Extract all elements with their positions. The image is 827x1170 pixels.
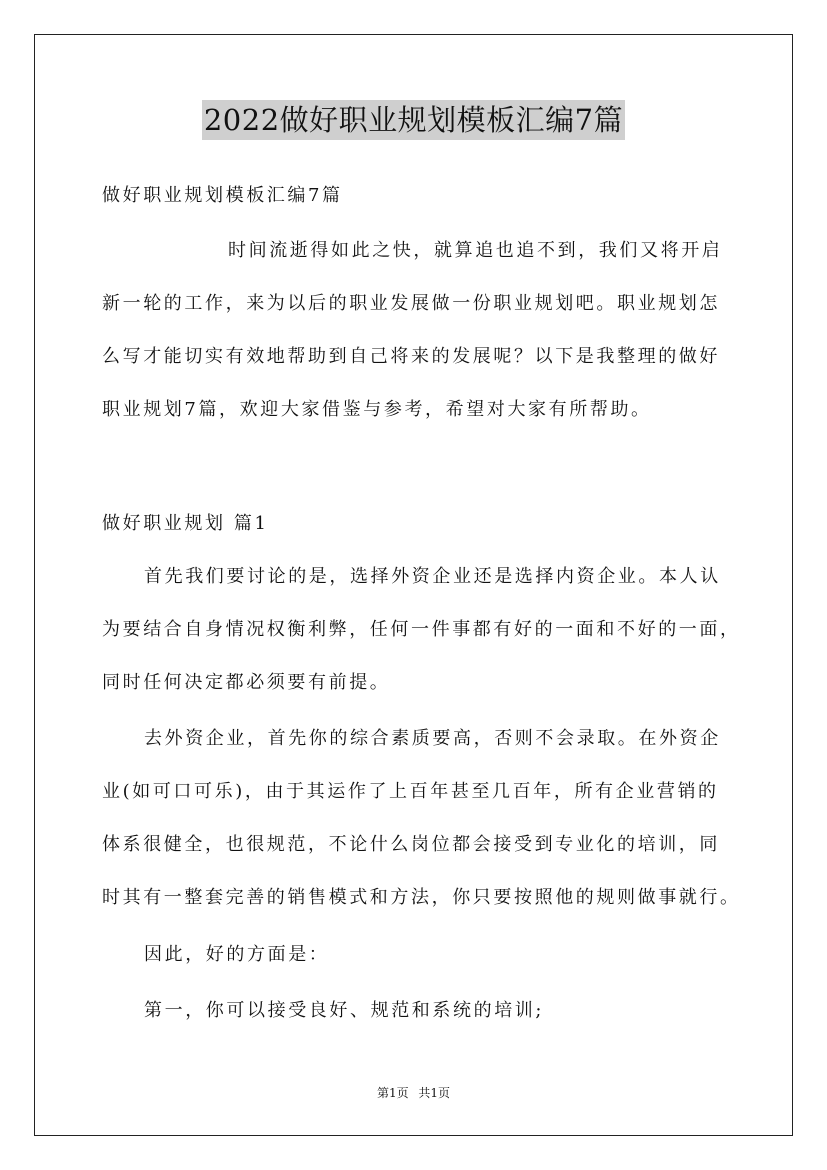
para4-line: 第一，你可以接受良好、规范和系统的培训; xyxy=(144,1000,545,1021)
page-footer xyxy=(0,1084,827,1101)
para3-line: 因此，好的方面是： xyxy=(144,944,330,965)
page-total: 共1页 xyxy=(418,1086,451,1100)
intro-line-2: 新一轮的工作，来为以后的职业发展做一份职业规划吧。职业规划怎 xyxy=(102,293,720,314)
section-heading: 做好职业规划 篇1 xyxy=(102,513,269,534)
intro-line-4: 职业规划7篇，欢迎大家借鉴与参考，希望对大家有所帮助。 xyxy=(102,399,652,420)
page-number: 第1页 xyxy=(376,1086,409,1100)
para2-line-1: 去外资企业，首先你的综合素质要高，否则不会录取。在外资企 xyxy=(144,728,721,749)
para1-line-3: 同时任何决定都必须要有前提。 xyxy=(102,672,391,693)
title-container xyxy=(0,100,827,140)
para2-line-4: 时其有一整套完善的销售模式和方法，你只要按照他的规则做事就行。 xyxy=(102,887,741,908)
intro-line-1: 时间流逝得如此之快，就算追也追不到，我们又将开启 xyxy=(228,240,723,261)
para1-line-2: 为要结合自身情况权衡利弊，任何一件事都有好的一面和不好的一面， xyxy=(102,619,741,640)
document-subtitle: 做好职业规划模板汇编7篇 xyxy=(102,185,343,206)
para2-line-3: 体系很健全，也很规范，不论什么岗位都会接受到专业化的培训，同 xyxy=(102,834,720,855)
document-title: 2022做好职业规划模板汇编7篇 xyxy=(202,100,625,140)
para1-line-1: 首先我们要讨论的是，选择外资企业还是选择内资企业。本人认 xyxy=(144,566,721,587)
para2-line-2: 业(如可口可乐)，由于其运作了上百年甚至几百年，所有企业营销的 xyxy=(102,781,719,802)
intro-line-3: 么写才能切实有效地帮助到自己将来的发展呢？以下是我整理的做好 xyxy=(102,346,720,367)
